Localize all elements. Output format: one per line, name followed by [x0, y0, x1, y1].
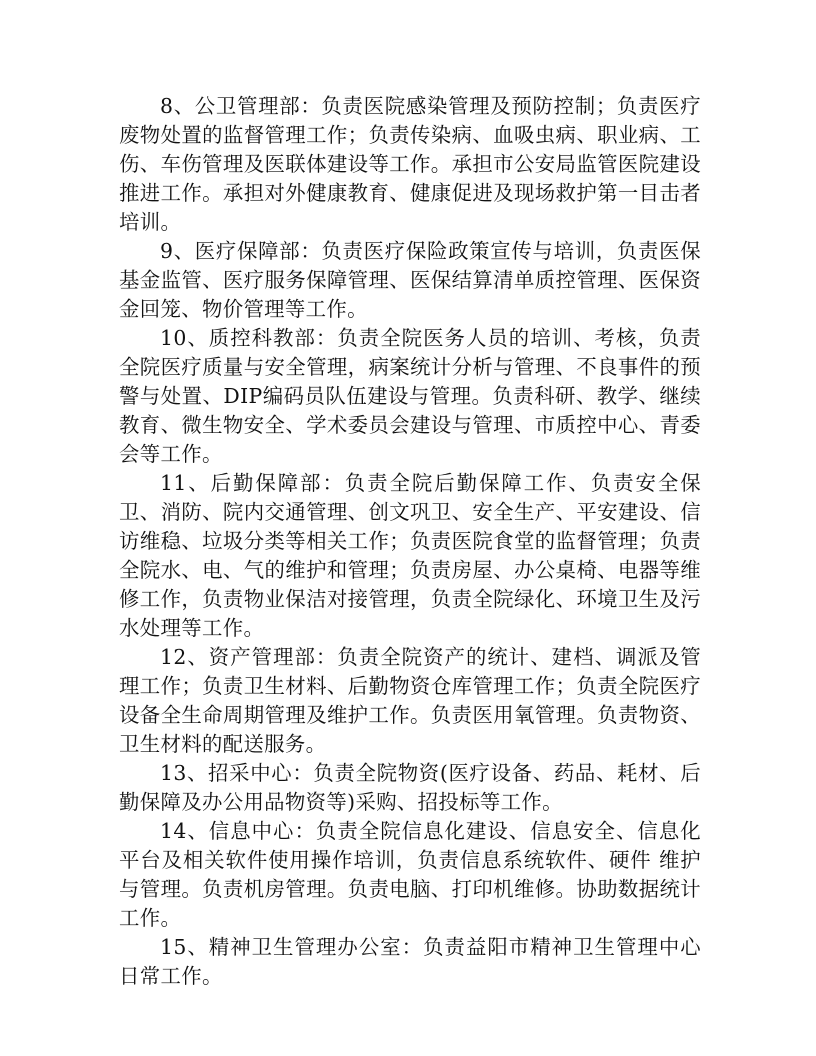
paragraph-10-quality-control-education-dept: 10、质控科教部：负责全院医务人员的培训、考核，负责全院医疗质量与安全管理，病案统计分析与管理、不良事件的预警与处置、DIP编码员队伍建设与管理。负责科研、教学、继续教育、微生物安全、学术委员会建设与管理、市质控中心、青委会等工作。 — [119, 326, 701, 466]
paragraph-15-mental-health-office: 15、精神卫生管理办公室：负责益阳市精神卫生管理中心日常工作。 — [119, 935, 701, 988]
document-page — [119, 92, 701, 991]
paragraph-11-logistics-dept: 11、后勤保障部：负责全院后勤保障工作、负责安全保卫、消防、院内交通管理、创文巩卫、安全生产、平安建设、信访维稳、垃圾分类等相关工作；负责医院食堂的监督管理；负责全院水、电、气的维护和管理；负责房屋、办公桌椅、电器等维修工作，负责物业保洁对接管理，负责全院绿化、环境卫生及污水处理等工作。 — [119, 471, 701, 640]
paragraph-12-asset-management-dept: 12、资产管理部：负责全院资产的统计、建档、调派及管理工作；负责卫生材料、后勤物资仓库管理工作；负责全院医疗设备全生命周期管理及维护工作。负责医用氧管理。负责物资、卫生材料的配送服务。 — [119, 645, 701, 756]
paragraph-14-information-center: 14、信息中心：负责全院信息化建设、信息安全、信息化平台及相关软件使用操作培训，负责信息系统软件、硬件 维护与管理。负责机房管理。负责电脑、打印机维修。协助数据统计工作。 — [119, 819, 701, 930]
paragraph-8-public-health-dept: 8、公卫管理部：负责医院感染管理及预防控制；负责医疗废物处置的监督管理工作；负责传染病、血吸虫病、职业病、工伤、车伤管理及医联体建设等工作。承担市公安局监管医院建设推进工作。承担对外健康教育、健康促进及现场救护第一目击者培训。 — [119, 94, 701, 234]
paragraph-9-medical-insurance-dept: 9、医疗保障部：负责医疗保险政策宣传与培训，负责医保基金监管、医疗服务保障管理、医保结算清单质控管理、医保资金回笼、物价管理等工作。 — [119, 239, 701, 321]
paragraph-13-procurement-center: 13、招采中心：负责全院物资(医疗设备、药品、耗材、后勤保障及办公用品物资等)采购、招投标等工作。 — [119, 761, 701, 814]
